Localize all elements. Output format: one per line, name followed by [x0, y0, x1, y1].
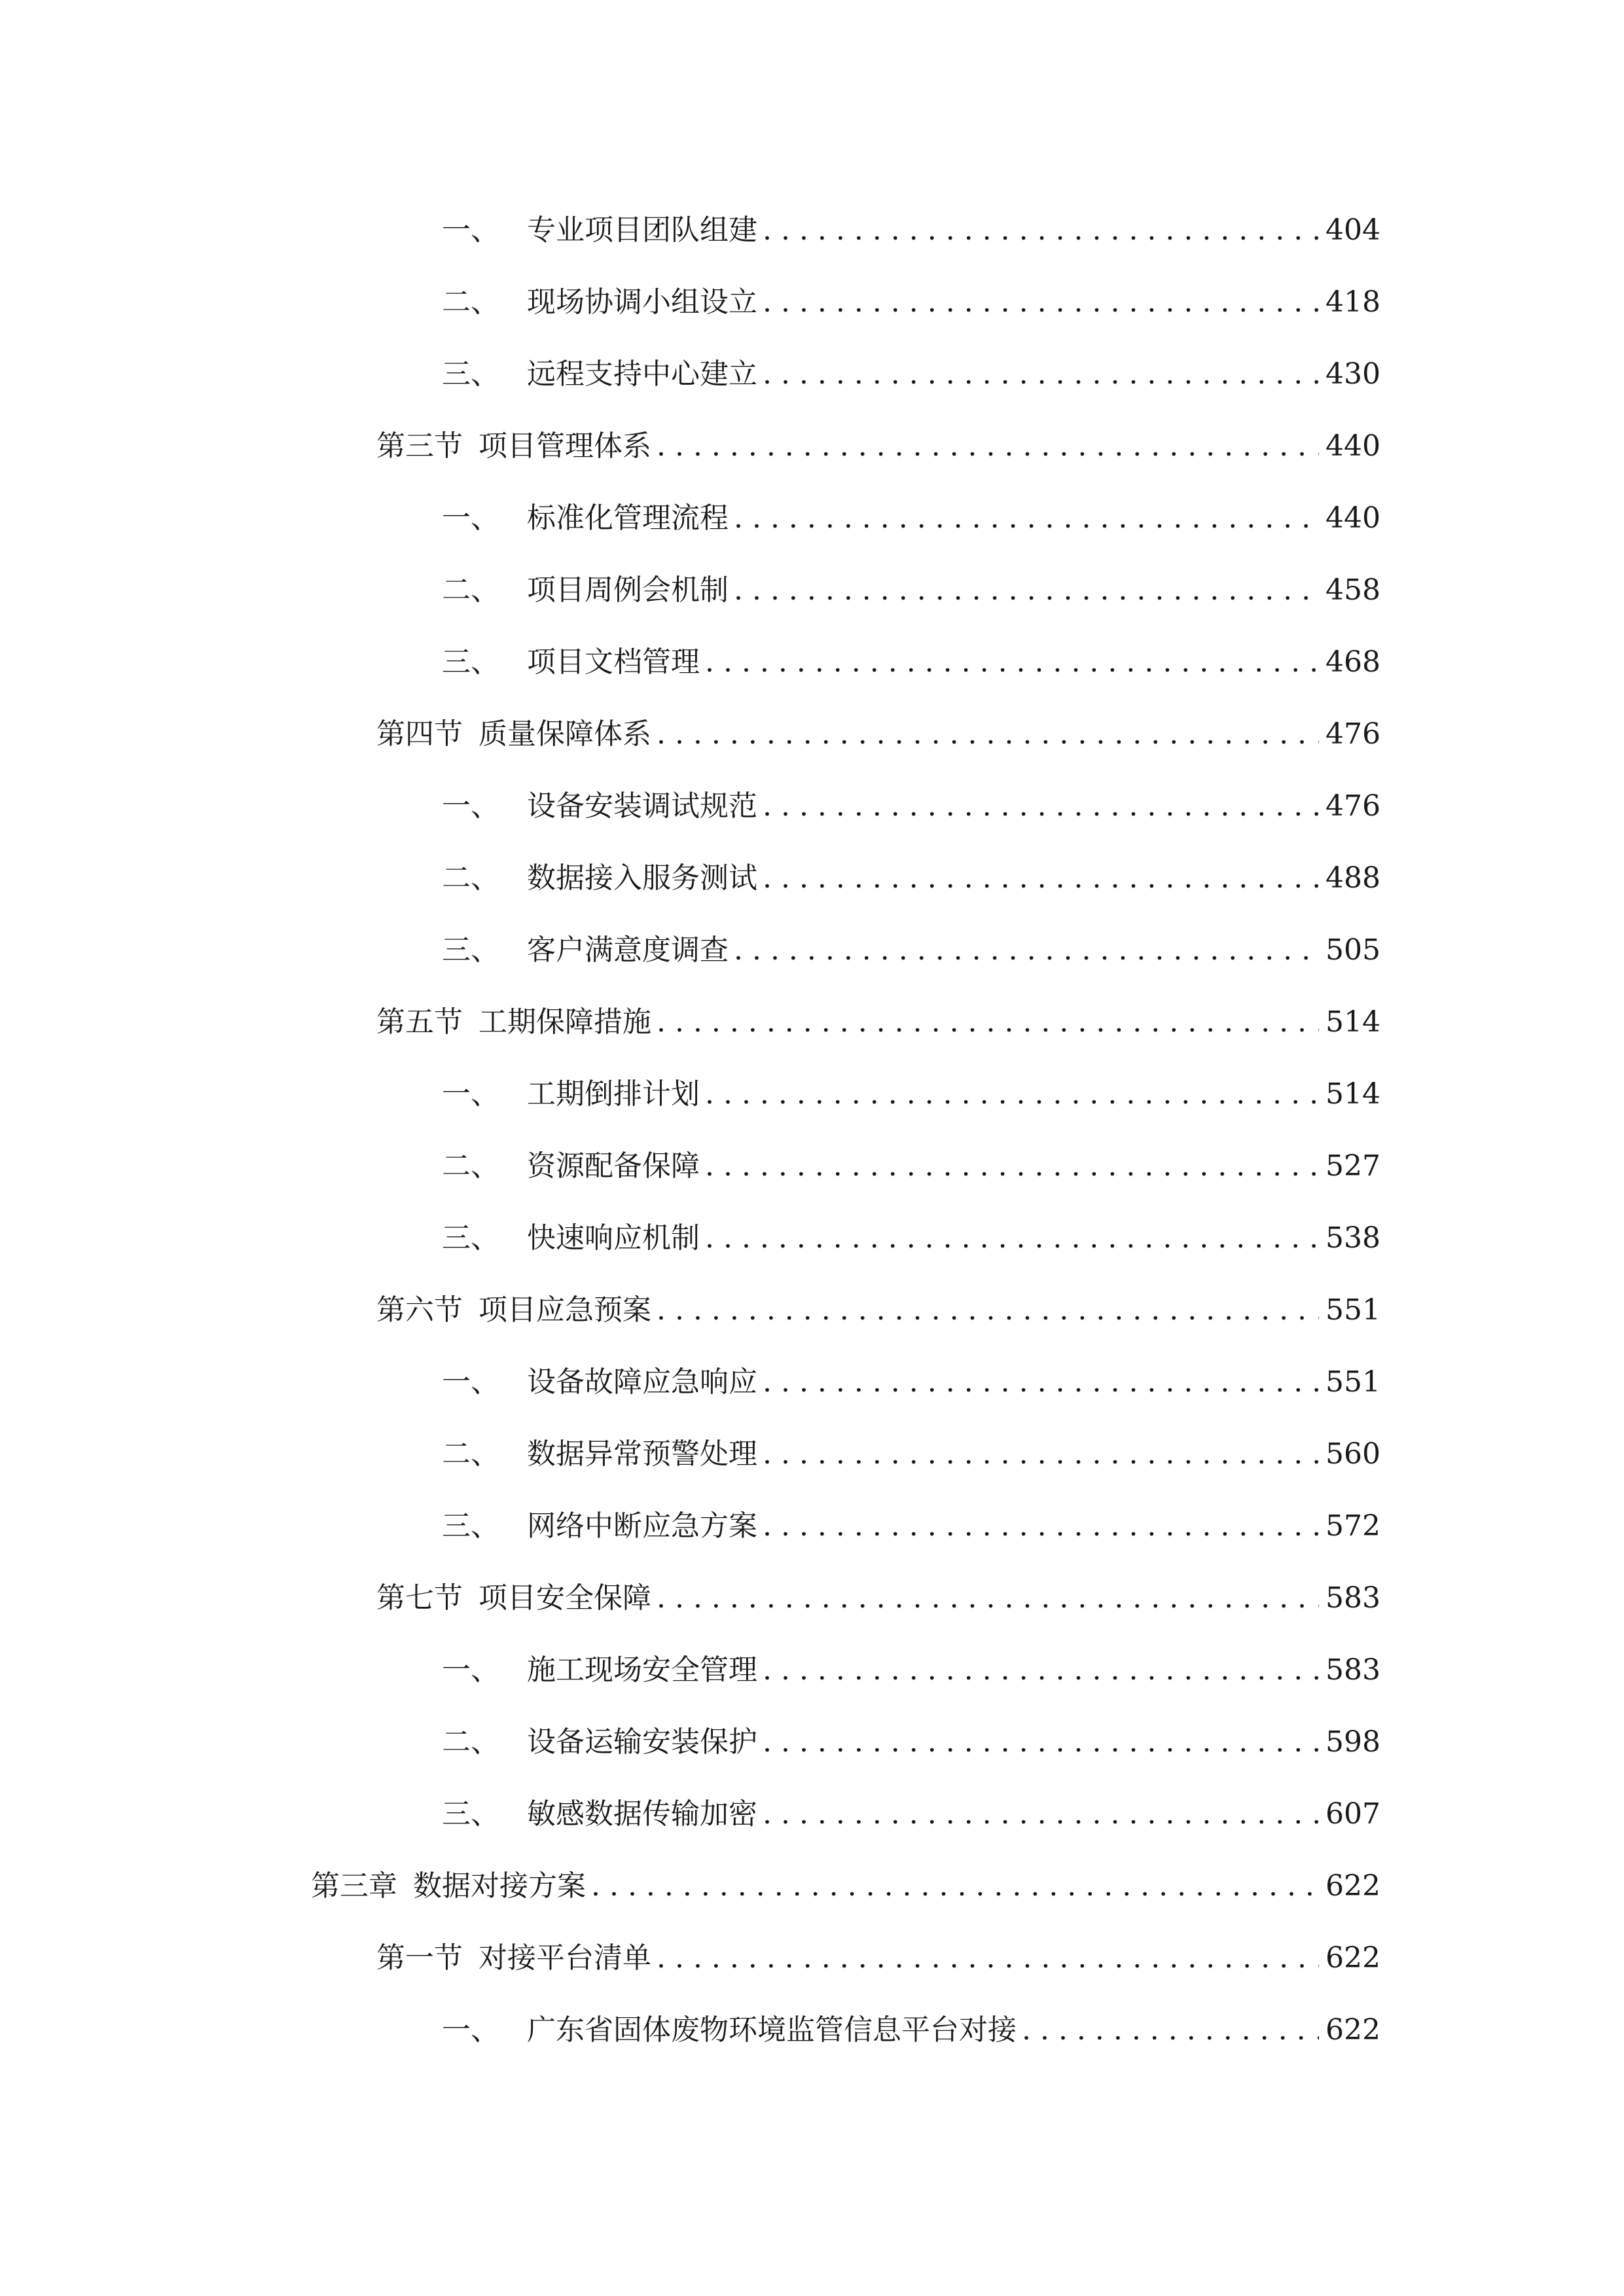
toc-entry-page: 505 [1326, 933, 1380, 967]
toc-entry-number: 二、 [442, 573, 499, 607]
toc-entry-page: 598 [1326, 1725, 1380, 1759]
toc-entry-title: 快速响应机制 [527, 1221, 700, 1255]
dot-leader [657, 1284, 1319, 1336]
toc-entry-section[interactable] [376, 420, 1380, 473]
toc-entry-page: 468 [1326, 645, 1380, 679]
toc-entry-title: 客户满意度调查 [527, 933, 729, 967]
dot-leader [763, 1356, 1319, 1408]
toc-entry-number: 三、 [442, 1221, 499, 1255]
dot-leader [763, 1788, 1319, 1840]
dot-leader [705, 1212, 1319, 1265]
dot-leader [657, 1932, 1319, 1984]
toc-entry-section[interactable] [376, 996, 1380, 1049]
toc-entry-number: 二、 [442, 861, 499, 895]
toc-entry-item[interactable] [442, 1068, 1380, 1121]
toc-entry-title: 数据异常预警处理 [527, 1437, 757, 1471]
toc-entry-item[interactable] [442, 636, 1380, 689]
toc-entry-item[interactable] [442, 2004, 1380, 2056]
toc-entry-page: 440 [1326, 501, 1380, 535]
toc-entry-number: 三、 [442, 1509, 499, 1543]
dot-leader [763, 852, 1319, 905]
toc-entry-page: 622 [1326, 2013, 1380, 2047]
toc-entry-page: 583 [1326, 1581, 1380, 1615]
dot-leader [763, 1500, 1319, 1552]
dot-leader [763, 1644, 1319, 1696]
dot-leader [591, 1860, 1319, 1912]
toc-entry-page: 572 [1326, 1509, 1380, 1543]
toc-entry-page: 514 [1326, 1005, 1380, 1039]
toc-entry-title: 设备安装调试规范 [527, 789, 757, 823]
toc-entry-title: 网络中断应急方案 [527, 1509, 757, 1543]
toc-entry-page: 551 [1326, 1365, 1380, 1399]
toc-entry-page: 527 [1326, 1149, 1380, 1183]
toc-entry-item[interactable] [442, 1140, 1380, 1193]
toc-entry-title: 敏感数据传输加密 [527, 1797, 757, 1831]
toc-entry-title: 施工现场安全管理 [527, 1653, 757, 1687]
toc-entry-item[interactable] [442, 1500, 1380, 1552]
toc-entry-number: 第四节 [376, 717, 463, 751]
toc-entry-number: 第六节 [376, 1293, 463, 1327]
toc-entry-page: 476 [1326, 717, 1380, 751]
dot-leader [1022, 2004, 1319, 2056]
toc-entry-title: 远程支持中心建立 [527, 357, 757, 391]
dot-leader [705, 636, 1319, 689]
toc-entry-number: 一、 [442, 789, 499, 823]
toc-entry-page: 551 [1326, 1293, 1380, 1327]
toc-entry-chapter[interactable] [311, 1860, 1380, 1912]
toc-entry-page: 430 [1326, 357, 1380, 391]
toc-entry-title: 项目周例会机制 [527, 573, 729, 607]
toc-entry-title: 工期保障措施 [478, 1005, 651, 1039]
toc-entry-section[interactable] [376, 1572, 1380, 1624]
toc-entry-number: 第三节 [376, 429, 463, 463]
toc-entry-number: 一、 [442, 501, 499, 535]
toc-entry-page: 404 [1326, 213, 1380, 247]
toc-entry-page: 583 [1326, 1653, 1380, 1687]
toc-entry-item[interactable] [442, 1212, 1380, 1265]
toc-entry-item[interactable] [442, 348, 1380, 401]
toc-entry-title: 项目文档管理 [527, 645, 700, 679]
toc-entry-number: 第一节 [376, 1941, 463, 1975]
toc-entry-title: 资源配备保障 [527, 1149, 700, 1183]
toc-entry-number: 一、 [442, 1365, 499, 1399]
toc-entry-page: 607 [1326, 1797, 1380, 1831]
dot-leader [763, 780, 1319, 833]
toc-entry-title: 项目管理体系 [478, 429, 651, 463]
toc-entry-page: 476 [1326, 789, 1380, 823]
toc-entry-title: 标准化管理流程 [527, 501, 729, 535]
toc-entry-title: 对接平台清单 [478, 1941, 651, 1975]
toc-entry-number: 二、 [442, 1725, 499, 1759]
toc-entry-item[interactable] [442, 1356, 1380, 1408]
toc-entry-number: 三、 [442, 357, 499, 391]
toc-entry-number: 一、 [442, 1077, 499, 1111]
toc-entry-item[interactable] [442, 564, 1380, 617]
toc-entry-number: 二、 [442, 1437, 499, 1471]
toc-entry-item[interactable] [442, 492, 1380, 545]
toc-entry-section[interactable] [376, 1284, 1380, 1336]
toc-entry-page: 440 [1326, 429, 1380, 463]
toc-entry-title: 广东省固体废物环境监管信息平台对接 [527, 2013, 1017, 2047]
toc-entry-title: 项目应急预案 [478, 1293, 651, 1327]
toc-entry-item[interactable] [442, 204, 1380, 257]
toc-entry-item[interactable] [442, 1716, 1380, 1768]
toc-entry-title: 项目安全保障 [478, 1581, 651, 1615]
toc-entry-item[interactable] [442, 1788, 1380, 1840]
dot-leader [734, 564, 1319, 617]
dot-leader [734, 492, 1319, 545]
toc-entry-title: 专业项目团队组建 [527, 213, 757, 247]
toc-entry-page: 488 [1326, 861, 1380, 895]
toc-entry-item[interactable] [442, 1428, 1380, 1480]
toc-entry-page: 622 [1326, 1941, 1380, 1975]
toc-entry-number: 一、 [442, 213, 499, 247]
dot-leader [705, 1140, 1319, 1193]
toc-entry-number: 第七节 [376, 1581, 463, 1615]
dot-leader [763, 276, 1319, 329]
toc-entry-page: 418 [1326, 285, 1380, 319]
toc-entry-title: 现场协调小组设立 [527, 285, 757, 319]
toc-entry-page: 622 [1326, 1869, 1380, 1903]
toc-entry-number: 二、 [442, 285, 499, 319]
toc-entry-title: 工期倒排计划 [527, 1077, 700, 1111]
toc-entry-item[interactable] [442, 780, 1380, 833]
toc-entry-title: 设备故障应急响应 [527, 1365, 757, 1399]
toc-entry-number: 一、 [442, 1653, 499, 1687]
toc-entry-title: 设备运输安装保护 [527, 1725, 757, 1759]
dot-leader [657, 996, 1319, 1049]
toc-entry-title: 数据接入服务测试 [527, 861, 757, 895]
toc-entry-item[interactable] [442, 924, 1380, 977]
toc-entry-number: 三、 [442, 933, 499, 967]
toc-entry-section[interactable] [376, 708, 1380, 761]
dot-leader [763, 1716, 1319, 1768]
dot-leader [657, 708, 1319, 761]
toc-entry-page: 538 [1326, 1221, 1380, 1255]
toc-entry-number: 第五节 [376, 1005, 463, 1039]
toc-entry-title: 质量保障体系 [478, 717, 651, 751]
toc-entry-number: 第三章 [311, 1869, 397, 1903]
toc-entry-number: 三、 [442, 645, 499, 679]
toc-entry-page: 514 [1326, 1077, 1380, 1111]
dot-leader [763, 1428, 1319, 1480]
toc-entry-item[interactable] [442, 276, 1380, 329]
toc-entry-number: 一、 [442, 2013, 499, 2047]
toc-entry-title: 数据对接方案 [413, 1869, 586, 1903]
dot-leader [734, 924, 1319, 977]
dot-leader [763, 204, 1319, 257]
toc-entry-item[interactable] [442, 852, 1380, 905]
dot-leader [705, 1068, 1319, 1121]
toc-entry-number: 二、 [442, 1149, 499, 1183]
dot-leader [763, 348, 1319, 401]
toc-entry-item[interactable] [442, 1644, 1380, 1696]
toc-entry-page: 560 [1326, 1437, 1380, 1471]
toc-entry-section[interactable] [376, 1932, 1380, 1984]
dot-leader [657, 420, 1319, 473]
dot-leader [657, 1572, 1319, 1624]
toc-entry-number: 三、 [442, 1797, 499, 1831]
toc-entry-page: 458 [1326, 573, 1380, 607]
